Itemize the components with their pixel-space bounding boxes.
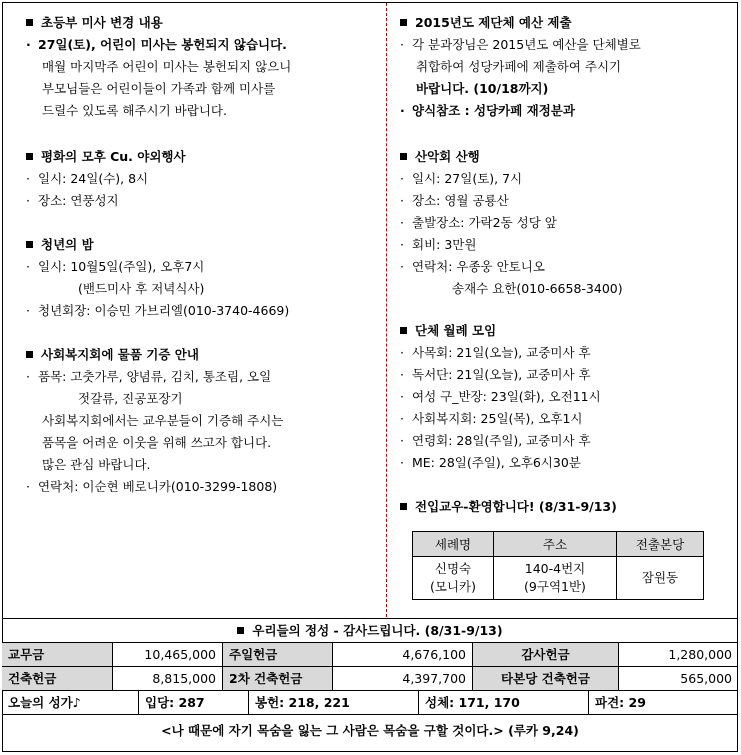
square-bullet-icon <box>26 351 33 358</box>
section-title: 단체 월례 모임 <box>400 320 734 342</box>
section-welcome <box>400 496 734 518</box>
table-row: 신명숙 (모니카) 140-4번지 (9구역1반) 잠원동 <box>413 557 704 600</box>
section-youth-night: 청년의 밤 · 일시: 10월5일(주일), 오후7시 (밴드미사 후 저녁식사) · 청년회장: 이승민 가브리엘(010-3740-4669) <box>26 234 381 322</box>
hymn-row: 오늘의 성가♪ 입당: 287 봉헌: 218, 221 성체: 171, 170 파견: 29 <box>2 690 738 714</box>
square-bullet-icon <box>400 19 407 26</box>
section-cu-event: 평화의 모후 Cu. 야외행사 · 일시: 24일(수), 8시 · 장소: 연풍성지 <box>26 146 381 212</box>
section-budget: 2015년도 제단체 예산 제출 · 각 분과장님은 2015년도 예산을 단체별로 취합하여 성당카페에 제출하여 주시기 바랍니다. (10/18까지) · 양식참조 : 성당카페 재정분과 <box>400 12 734 122</box>
square-bullet-icon <box>400 327 407 334</box>
newcomer-table: 세례명 주소 전출본당 신명숙 (모니카) 140-4번지 (9구역1반) 잠원동 <box>412 531 704 600</box>
thanks-title-row: 우리들의 정성 - 감사드립니다. (8/31-9/13) <box>2 618 738 642</box>
quote-row: <나 때문에 자기 목숨을 잃는 그 사람은 목숨을 구할 것이다.> (루카 9,24) <box>2 714 738 750</box>
offering-row-2: 건축헌금 8,815,000 2차 건축헌금 4,397,700 타본당 건축헌금 565,000 <box>2 666 738 690</box>
square-bullet-icon <box>400 153 407 160</box>
column-divider <box>386 3 387 617</box>
section-title: 사회복지회에 물품 기증 안내 <box>26 344 381 366</box>
offering-row-1: 교무금 10,465,000 주일헌금 4,676,100 감사헌금 1,280,000 <box>2 642 738 666</box>
section-title: 초등부 미사 변경 내용 <box>26 12 381 34</box>
square-bullet-icon <box>237 627 244 634</box>
section-title: 2015년도 제단체 예산 제출 <box>400 12 734 34</box>
section-title: 전입교우-환영합니다! (8/31-9/13) <box>400 496 734 518</box>
square-bullet-icon <box>26 241 33 248</box>
section-title: 평화의 모후 Cu. 야외행사 <box>26 146 381 168</box>
section-meetings: 단체 월례 모임 · 사목회: 21일(오늘), 교중미사 후 · 독서단: 21일(오늘), 교중미사 후 · 여성 구_반장: 23일(화), 오전11시 · 사회복지회: 25일(목), 오후1시 · 연령회: 28일(주일), 교중미사 후 · ME: 28일(주일), 오후6시30분 <box>400 320 734 474</box>
welcome-table-wrap <box>400 531 734 601</box>
section-mass-change: 초등부 미사 변경 내용 · 27일(토), 어린이 미사는 봉헌되지 않습니다. 매월 마지막주 어린이 미사는 봉헌되지 않으니 부모님들은 어린이들이 가족과 함께 미사를 드릴수 있도록 해주시기 바랍니다. <box>26 12 381 122</box>
square-bullet-icon <box>26 153 33 160</box>
section-hiking: 산악회 산행 · 일시: 27일(토), 7시 · 장소: 영월 공룡산 · 출발장소: 가락2동 성당 앞 · 회비: 3만원 · 연락처: 우종웅 안토니오 송재수 요한(010-6658-3400) <box>400 146 734 300</box>
section-title: 산악회 산행 <box>400 146 734 168</box>
square-bullet-icon <box>26 19 33 26</box>
square-bullet-icon <box>400 503 407 510</box>
section-donation: 사회복지회에 물품 기증 안내 · 품목: 고춧가루, 양념류, 김치, 통조림, 오일 젓갈류, 진공포장기 사회복지회에서는 교우분들이 기증해 주시는 품목을 어려운 이웃을 위해 쓰고자 합니다. 많은 관심 바랍니다. · 연락처: 이순현 베로니카(010-3299-1808) <box>26 344 381 498</box>
section-title: 청년의 밤 <box>26 234 381 256</box>
